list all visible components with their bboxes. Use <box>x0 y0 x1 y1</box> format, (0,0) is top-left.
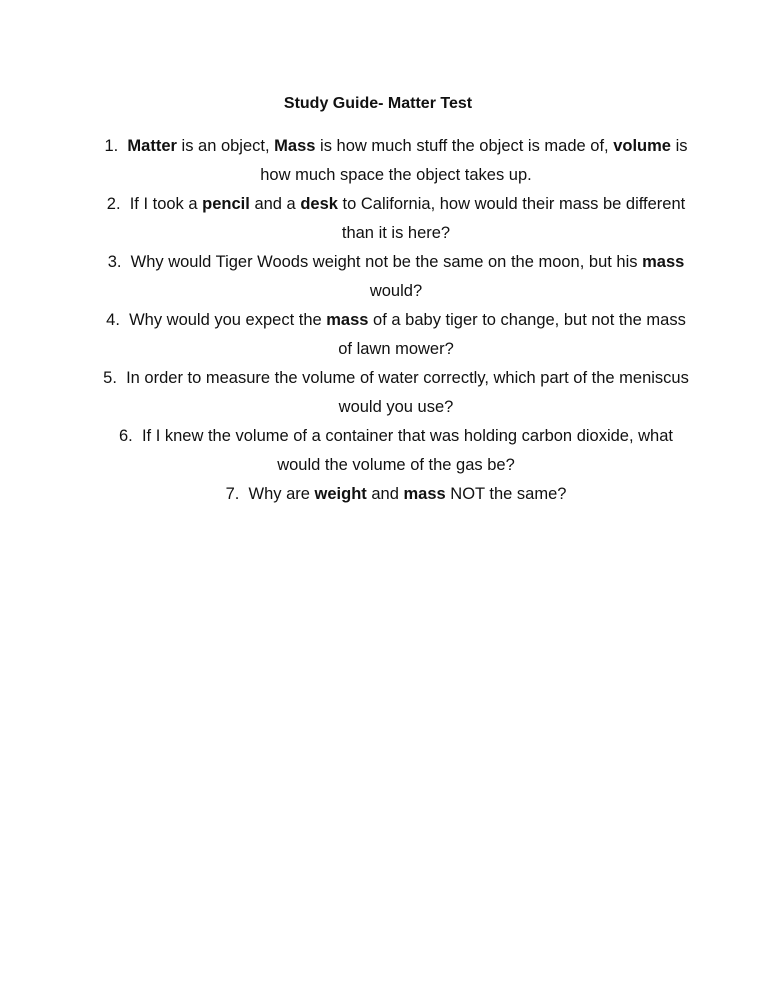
question-text: Why are <box>248 485 315 503</box>
question-number: 5. <box>103 369 117 387</box>
key-term: pencil <box>202 195 250 213</box>
question-text: and a <box>249 195 301 213</box>
key-term: volume <box>613 137 671 155</box>
question-number: 4. <box>106 311 120 329</box>
question-item <box>100 422 692 480</box>
question-item <box>100 364 692 422</box>
question-text: NOT the same? <box>445 485 567 503</box>
question-item <box>100 132 692 190</box>
question-text: Why would Tiger Woods weight not be the same on the moon, but his <box>130 253 643 271</box>
question-text: If I knew the volume of a container that was holding carbon dioxide, what would the volume of the gas be? <box>141 427 673 474</box>
key-term: weight <box>314 485 367 503</box>
question-text: If I took a <box>129 195 203 213</box>
key-term: Mass <box>274 137 316 155</box>
question-number: 1. <box>104 137 119 155</box>
key-term: Matter <box>127 137 177 155</box>
question-text: In order to measure the volume of water correctly, which part of the meniscus would you use? <box>126 369 689 416</box>
page-title <box>0 93 768 115</box>
question-text: and <box>366 485 404 503</box>
question-number: 3. <box>107 253 122 271</box>
question-text: of a baby tiger to change, but not the mass of lawn mower? <box>338 311 686 358</box>
question-text: Why would you expect the <box>129 311 327 329</box>
question-item <box>100 306 692 364</box>
key-term: mass <box>326 311 369 329</box>
question-list <box>100 132 692 509</box>
question-text: is how much space the object takes up. <box>260 137 688 184</box>
question-text: to California, how would their mass be different than it is here? <box>337 195 686 242</box>
question-item <box>100 480 692 509</box>
question-number: 7. <box>225 485 240 503</box>
question-text: is an object, <box>176 137 275 155</box>
question-text: is how much stuff the object is made of, <box>315 137 614 155</box>
key-term: mass <box>403 485 446 503</box>
question-item <box>100 248 692 306</box>
question-number: 2. <box>106 195 121 213</box>
page-title-text: Study Guide- Matter Test <box>283 95 473 112</box>
question-text: would? <box>369 282 423 300</box>
key-term: mass <box>642 253 685 271</box>
question-number: 6. <box>119 427 133 445</box>
key-term: desk <box>300 195 338 213</box>
question-item <box>100 190 692 248</box>
